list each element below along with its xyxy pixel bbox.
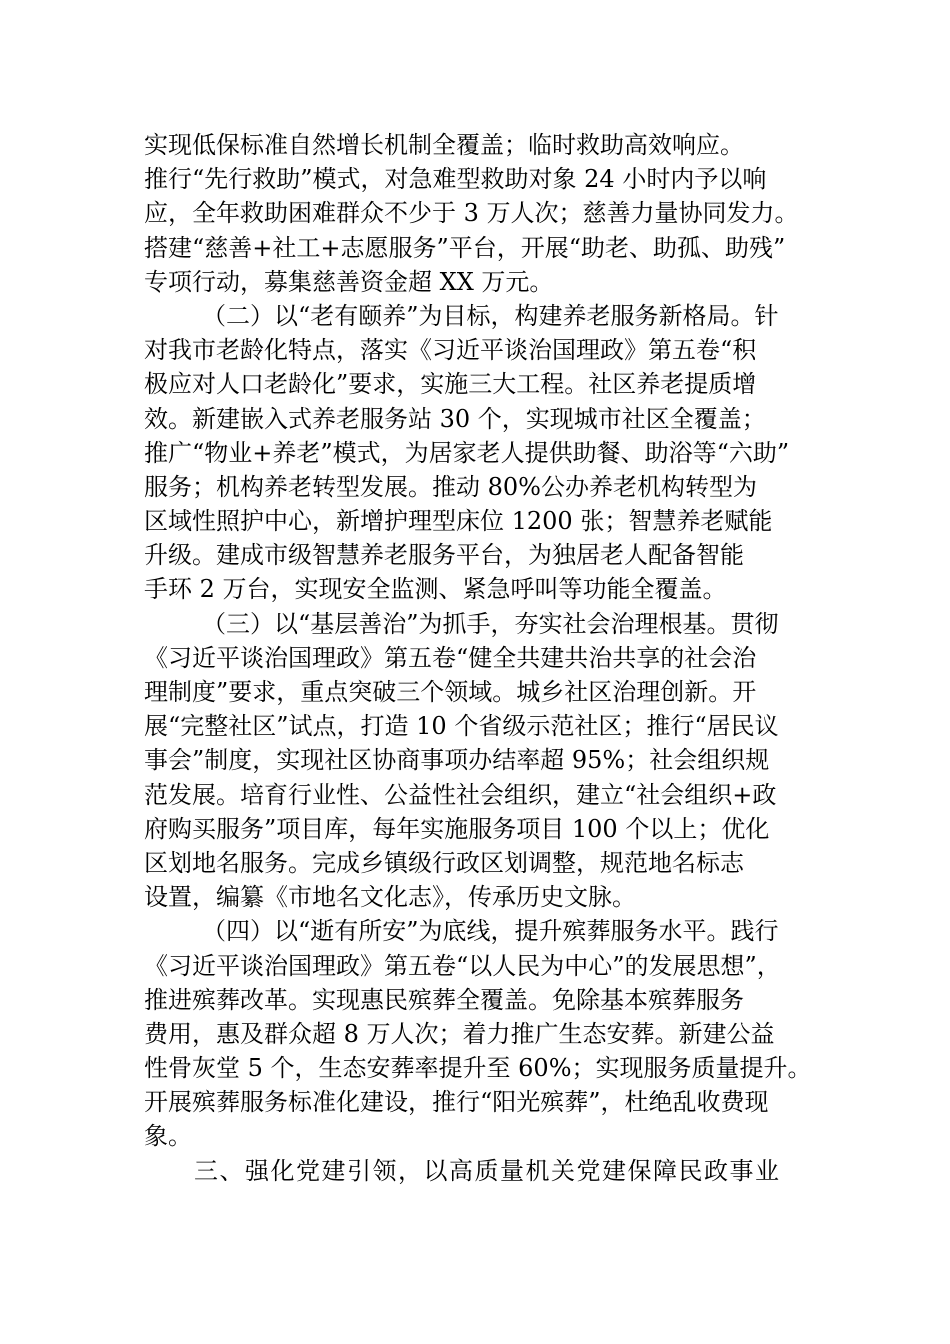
paragraph-line: 推广“物业+养老”模式，为居家老人提供助餐、助浴等“六助” — [144, 438, 790, 467]
paragraph-line: 理制度”要求，重点突破三个领域。城乡社区治理创新。开 — [144, 678, 757, 706]
document-body-text — [144, 128, 824, 1188]
paragraph-line: 开展殡葬服务标准化建设，推行“阳光殡葬”，杜绝乱收费现 — [144, 1088, 769, 1117]
paragraph-line: 专项行动，募集慈善资金超 XX 万元。 — [144, 267, 554, 296]
chapter-heading-line: 三、强化党建引领，以高质量机关党建保障民政事业 — [194, 1156, 781, 1185]
paragraph-line: 性骨灰堂 5 个，生态安葬率提升至 60%；实现服务质量提升。 — [144, 1054, 812, 1083]
paragraph-line: 服务；机构养老转型发展。推动 80%公办养老机构转型为 — [144, 472, 757, 501]
paragraph-line: 搭建“慈善+社工+志愿服务”平台，开展“助老、助孤、助残” — [144, 233, 786, 262]
paragraph-line: 推进殡葬改革。实现惠民殡葬全覆盖。免除基本殡葬服务 — [144, 985, 744, 1014]
section-heading-line: （三）以“基层善治”为抓手，夯实社会治理根基。贯彻 — [202, 609, 779, 638]
paragraph-line: 实现低保标准自然增长机制全覆盖；临时救助高效响应。 — [144, 131, 744, 159]
paragraph-line: 手环 2 万台，实现安全监测、紧急呼叫等功能全覆盖。 — [144, 575, 727, 604]
paragraph-line: 范发展。培育行业性、公益性社会组织，建立“社会组织+政 — [144, 780, 777, 809]
paragraph-line: 府购买服务”项目库，每年实施服务项目 100 个以上；优化 — [144, 814, 770, 843]
paragraph-line: 费用，惠及群众超 8 万人次；着力推广生态安葬。新建公益 — [144, 1019, 775, 1048]
paragraph-line: 《习近平谈治国理政》第五卷“健全共建共治共享的社会治 — [144, 643, 757, 672]
paragraph-line: 设置，编纂《市地名文化志》，传承历史文脉。 — [144, 883, 636, 912]
paragraph-line: 象。 — [144, 1122, 192, 1151]
paragraph-line: 升级。建成市级智慧养老服务平台，为独居老人配备智能 — [144, 541, 744, 570]
paragraph-line: 对我市老龄化特点，落实《习近平谈治国理政》第五卷“积 — [144, 336, 757, 365]
paragraph-line: 展“完整社区”试点，打造 10 个省级示范社区；推行“居民议 — [144, 712, 779, 741]
paragraph-line: 区域性照护中心，新增护理型床位 1200 张；智慧养老赋能 — [144, 507, 773, 536]
paragraph-line: 效。新建嵌入式养老服务站 30 个，实现城市社区全覆盖； — [144, 404, 766, 433]
paragraph-line: 应，全年救助困难群众不少于 3 万人次；慈善力量协同发力。 — [144, 199, 799, 228]
paragraph-line: 极应对人口老龄化”要求，实施三大工程。社区养老提质增 — [144, 370, 757, 399]
section-heading-line: （四）以“逝有所安”为底线，提升殡葬服务水平。践行 — [202, 917, 779, 946]
paragraph-line: 事会”制度，实现社区协商事项办结率超 95%；社会组织规 — [144, 746, 770, 775]
paragraph-line: 区划地名服务。完成乡镇级行政区划调整，规范地名标志 — [144, 848, 744, 877]
paragraph-line: 《习近平谈治国理政》第五卷“以人民为中心”的发展思想”， — [144, 951, 781, 980]
section-heading-line: （二）以“老有颐养”为目标，构建养老服务新格局。针 — [202, 301, 779, 330]
paragraph-line: 推行“先行救助”模式，对急难型救助对象 24 小时内予以响 — [144, 165, 767, 194]
